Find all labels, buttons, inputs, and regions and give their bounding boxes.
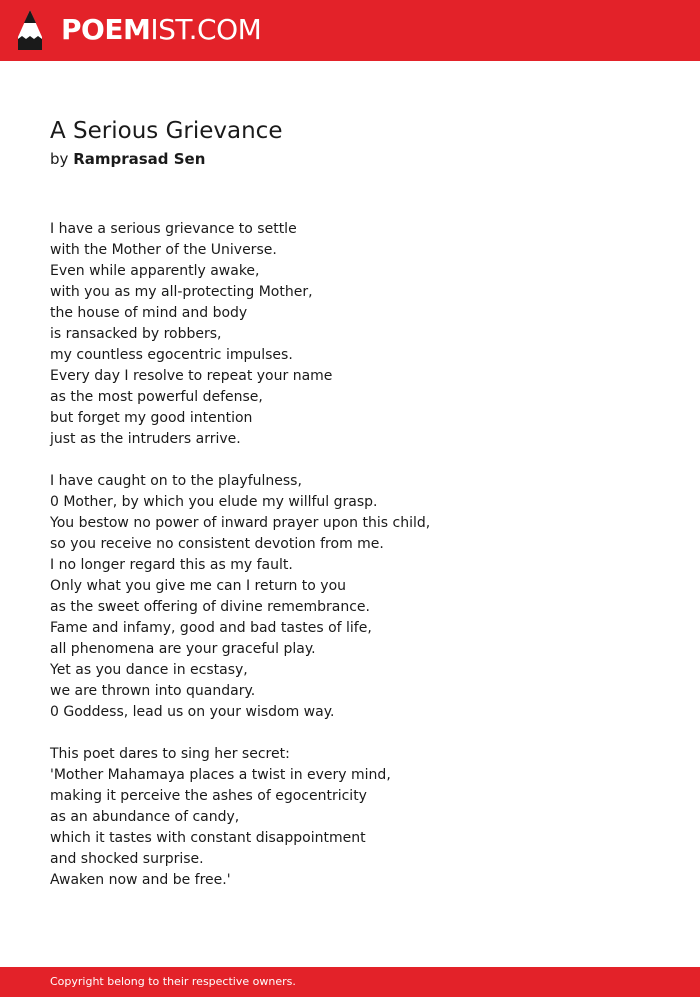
poem-line: which it tastes with constant disappointment <box>50 830 366 846</box>
poem-stanza <box>50 219 670 450</box>
poem-line: This poet dares to sing her secret: <box>50 746 290 762</box>
poem-stanza <box>50 471 670 723</box>
poem-line: I have a serious grievance to settle <box>50 221 297 237</box>
poem-line: 'Mother Mahamaya places a twist in every mind, <box>50 767 391 783</box>
poem-line: You bestow no power of inward prayer upon this child, <box>50 515 431 531</box>
by-label: by <box>50 150 69 168</box>
poem-line: just as the intruders arrive. <box>50 431 241 447</box>
site-logo[interactable] <box>61 13 261 47</box>
poem-line: I have caught on to the playfulness, <box>50 473 302 489</box>
poem-line: with you as my all-protecting Mother, <box>50 284 313 300</box>
poem-line: I no longer regard this as my fault. <box>50 557 293 573</box>
poem-line: Only what you give me can I return to you <box>50 578 347 594</box>
poem-byline <box>50 148 205 170</box>
poem-author: Ramprasad Sen <box>73 150 206 168</box>
site-footer <box>0 967 700 997</box>
poem-line: my countless egocentric impulses. <box>50 347 293 363</box>
poem-stanza <box>50 744 670 891</box>
poem-line: Yet as you dance in ecstasy, <box>50 662 248 678</box>
poem-line: with the Mother of the Universe. <box>50 242 277 258</box>
copyright-text: Copyright belong to their respective owners. <box>50 975 296 988</box>
poem-line: but forget my good intention <box>50 410 253 426</box>
poem-line: 0 Goddess, lead us on your wisdom way. <box>50 704 335 720</box>
poem-line: Awaken now and be free.' <box>50 872 231 888</box>
poem-line: 0 Mother, by which you elude my willful grasp. <box>50 494 378 510</box>
poem-line: making it perceive the ashes of egocentricity <box>50 788 367 804</box>
pencil-tip-icon <box>17 9 43 51</box>
poem-line: as the most powerful defense, <box>50 389 263 405</box>
poem-line: so you receive no consistent devotion from me. <box>50 536 384 552</box>
poem-line: as the sweet offering of divine remembrance. <box>50 599 370 615</box>
poem-line: Fame and infamy, good and bad tastes of life, <box>50 620 372 636</box>
poem-line: all phenomena are your graceful play. <box>50 641 316 657</box>
logo-bold-part: POEM <box>61 13 151 46</box>
poem-body <box>50 219 670 912</box>
poem-line: Every day I resolve to repeat your name <box>50 368 333 384</box>
poem-title: A Serious Grievance <box>50 118 283 144</box>
poem-line: Even while apparently awake, <box>50 263 260 279</box>
poem-line: and shocked surprise. <box>50 851 204 867</box>
site-header <box>0 0 700 61</box>
poem-line: is ransacked by robbers, <box>50 326 222 342</box>
poem-line: the house of mind and body <box>50 305 248 321</box>
poem-line: as an abundance of candy, <box>50 809 240 825</box>
logo-light-part: IST.COM <box>150 13 262 46</box>
poem-line: we are thrown into quandary. <box>50 683 256 699</box>
